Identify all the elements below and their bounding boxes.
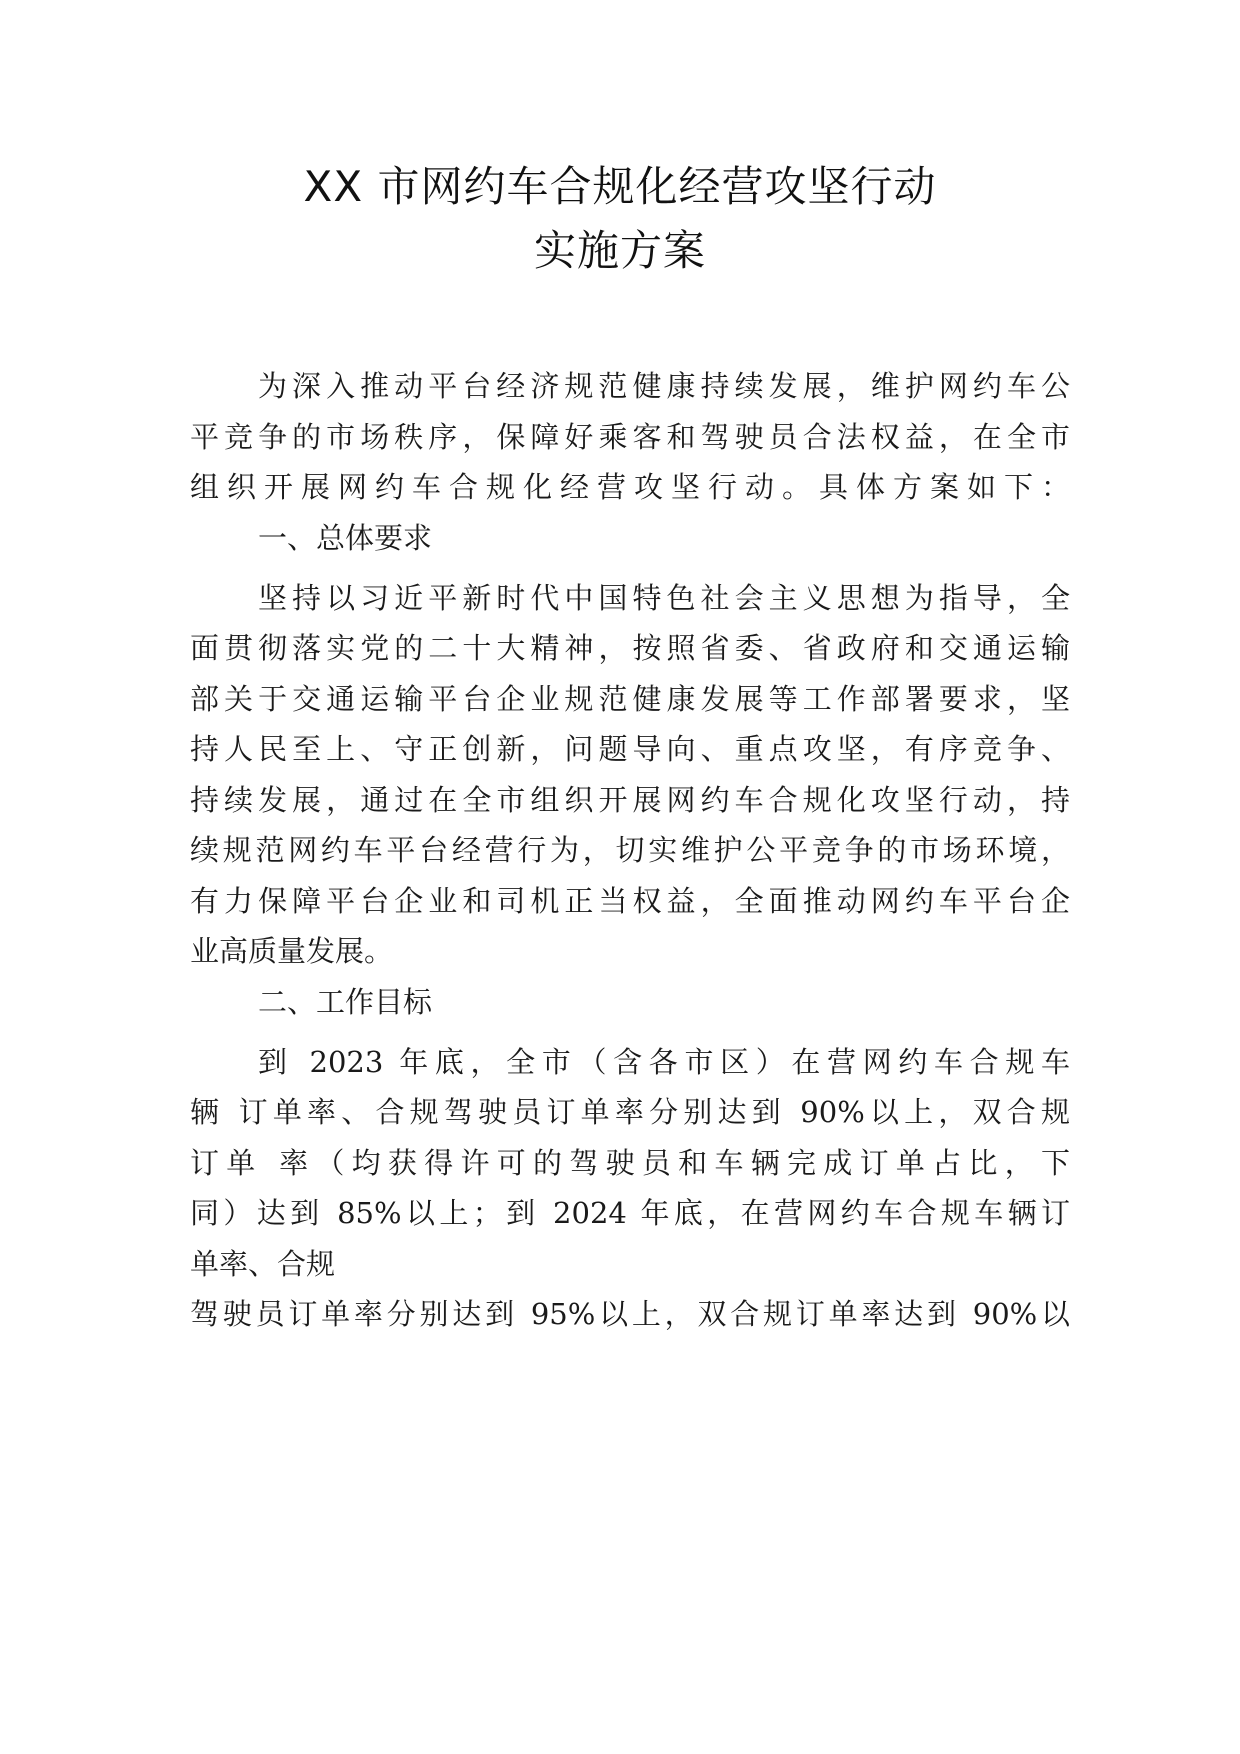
section-1-line: 业高质量发展。: [190, 934, 394, 968]
section-heading-general-requirements: 一、总体要求: [258, 521, 433, 555]
intro-line: 组织开展网约车合规化经营攻坚行动。具体方案如下：: [190, 470, 1070, 504]
document-title: XX 市网约车合规化经营攻坚行动: [303, 162, 937, 211]
section-1-line: 持人民至上、守正创新，问题导向、重点攻坚，有序竞争、: [190, 732, 1070, 766]
section-2-line: 到 2023 年底，全市（含各市区）在营网约车合规车: [258, 1045, 1070, 1079]
document-title-line-2: 实施方案: [533, 226, 706, 275]
section-heading-work-goals: 二、工作目标: [258, 985, 433, 1019]
section-1-line: 续规范网约车平台经营行为，切实维护公平竞争的市场环境，: [190, 833, 1070, 867]
section-2-line: 辆 订单率、合规驾驶员订单率分别达到 90%以上，双合规: [190, 1095, 1070, 1129]
section-2-line: 驾驶员订单率分别达到 95%以上，双合规订单率达到 90%以: [190, 1297, 1070, 1331]
section-1-line: 有力保障平台企业和司机正当权益，全面推动网约车平台企: [190, 884, 1070, 918]
section-2-line: 同）达到 85%以上；到 2024 年底，在营网约车合规车辆订: [190, 1196, 1070, 1230]
intro-line: 平竞争的市场秩序，保障好乘客和驾驶员合法权益，在全市: [190, 420, 1070, 454]
section-2-line: 单率、合规: [190, 1247, 336, 1281]
section-1-line: 面贯彻落实党的二十大精神，按照省委、省政府和交通运输: [190, 631, 1070, 665]
section-2-line: 订单 率（均获得许可的驾驶员和车辆完成订单占比，下: [190, 1146, 1070, 1180]
section-1-line: 坚持以习近平新时代中国特色社会主义思想为指导，全: [258, 581, 1070, 615]
section-1-line: 持续发展，通过在全市组织开展网约车合规化攻坚行动，持: [190, 783, 1070, 817]
section-1-line: 部关于交通运输平台企业规范健康发展等工作部署要求，坚: [190, 682, 1070, 716]
intro-line: 为深入推动平台经济规范健康持续发展，维护网约车公: [258, 369, 1070, 403]
